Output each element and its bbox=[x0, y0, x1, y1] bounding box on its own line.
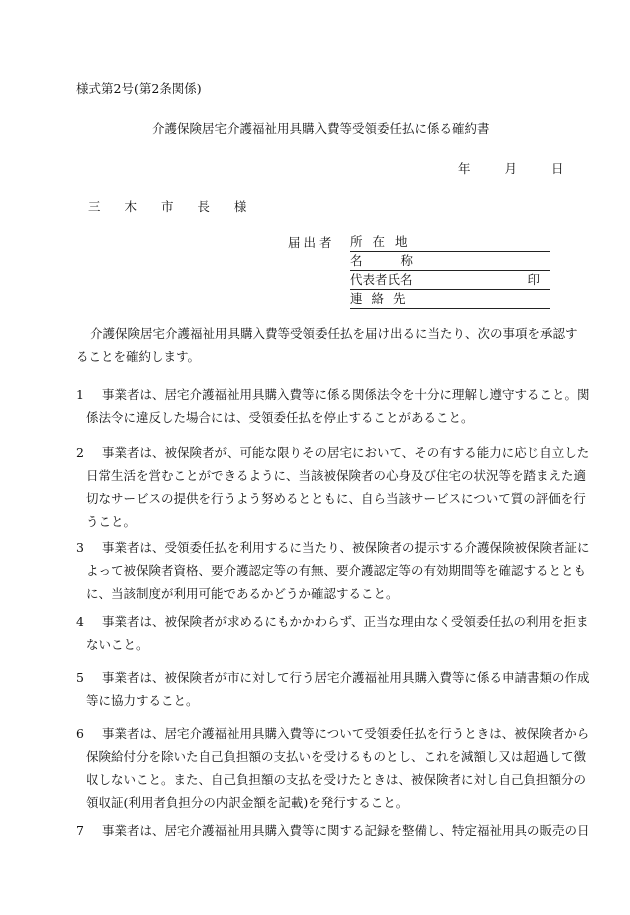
clause-line: 事業者は、受領委任払を利用するに当たり、被保険者の提示する介護保険被保険者証に bbox=[102, 540, 590, 555]
clause-line: 事業者は、居宅介護福祉用具購入費等に係る関係法令を十分に理解し遵守すること。関 bbox=[102, 387, 590, 402]
clause-line: 事業者は、被保険者が市に対して行う居宅介護福祉用具購入費等に係る申請書類の作成 bbox=[102, 670, 590, 685]
clause-line: 事業者は、居宅介護福祉用具購入費等に関する記録を整備し、特定福祉用具の販売の日 bbox=[102, 823, 590, 838]
clause-line: 事業者は、被保険者が求めるにもかかわらず、正当な理由なく受領委任払の利用を拒ま bbox=[102, 614, 589, 629]
clause-number: 4 bbox=[76, 614, 84, 629]
clause-number: 2 bbox=[76, 445, 84, 460]
contact-label: 連絡先 bbox=[350, 291, 415, 306]
addressee: 三 木 市 長 様 bbox=[88, 199, 257, 214]
clause-number: 5 bbox=[76, 670, 84, 685]
date-day: 日 bbox=[551, 161, 564, 176]
clause-line: 収しないこと。また、自己負担額の支払を受けたときは、被保険者に対し自己負担額分の bbox=[86, 772, 587, 787]
clause-item-1 bbox=[76, 383, 590, 429]
date-year: 年 bbox=[458, 161, 471, 176]
clause-line: うこと。 bbox=[86, 514, 137, 529]
name-field bbox=[350, 253, 550, 271]
date-month: 月 bbox=[504, 161, 518, 176]
representative-label: 代表者氏名 bbox=[350, 272, 413, 287]
form-number: 様式第2号(第2条関係) bbox=[76, 81, 202, 96]
clause-line: 領収証(利用者負担分の内訳金額を記載)を発行すること。 bbox=[86, 795, 409, 810]
notifier-label: 届出者 bbox=[288, 235, 335, 250]
clause-item-5 bbox=[76, 666, 590, 712]
clause-line: 事業者は、居宅介護福祉用具購入費等について受領委任払を行うときは、被保険者から bbox=[102, 726, 590, 741]
clause-item-3 bbox=[76, 536, 590, 605]
intro-paragraph bbox=[76, 322, 578, 368]
clause-number: 1 bbox=[76, 387, 84, 402]
clause-line: 係法令に違反した場合には、受領委任払を停止することがあること。 bbox=[86, 410, 474, 425]
clause-line: に、当該制度が利用可能であるかどうか確認すること。 bbox=[86, 586, 399, 601]
clause-number: 3 bbox=[76, 540, 84, 555]
clause-line: ないこと。 bbox=[86, 637, 149, 652]
clause-item-2 bbox=[76, 441, 590, 533]
clause-line: 保険給付分を除いた自己負担額の支払いを受けるものとし、これを減額し又は超過して徴 bbox=[86, 749, 587, 764]
clause-item-4 bbox=[76, 610, 589, 656]
address-field bbox=[350, 234, 550, 252]
clause-item-7 bbox=[76, 819, 590, 842]
intro-line: 介護保険居宅介護福祉用具購入費等受領委任払を届け出るに当たり、次の事項を承認す bbox=[90, 326, 578, 341]
notifier-fields bbox=[350, 234, 550, 310]
representative-field bbox=[350, 272, 550, 290]
intro-line: ることを確約します。 bbox=[76, 349, 201, 364]
seal-mark: 印 bbox=[527, 272, 540, 287]
clause-line: 事業者は、被保険者が、可能な限りその居宅において、その有する能力に応じ自立した bbox=[102, 445, 590, 460]
contact-field bbox=[350, 291, 550, 309]
address-label: 所在地 bbox=[350, 234, 418, 249]
clause-item-6 bbox=[76, 722, 590, 814]
name-label: 名称 bbox=[350, 253, 452, 268]
document-title: 介護保険居宅介護福祉用具購入費等受領委任払に係る確約書 bbox=[152, 121, 490, 136]
clause-number: 7 bbox=[76, 823, 84, 838]
clause-line: 等に協力すること。 bbox=[86, 693, 199, 708]
clause-line: 日常生活を営むことができるように、当該被保険者の心身及び住宅の状況等を踏まえた適 bbox=[86, 468, 587, 483]
clause-number: 6 bbox=[76, 726, 84, 741]
clause-line: よって被保険者資格、要介護認定等の有無、要介護認定等の有効期間等を確認するととも bbox=[86, 563, 587, 578]
date-line bbox=[458, 160, 564, 178]
clause-line: 切なサービスの提供を行うよう努めるとともに、自ら当該サービスについて質の評価を行 bbox=[86, 491, 586, 506]
